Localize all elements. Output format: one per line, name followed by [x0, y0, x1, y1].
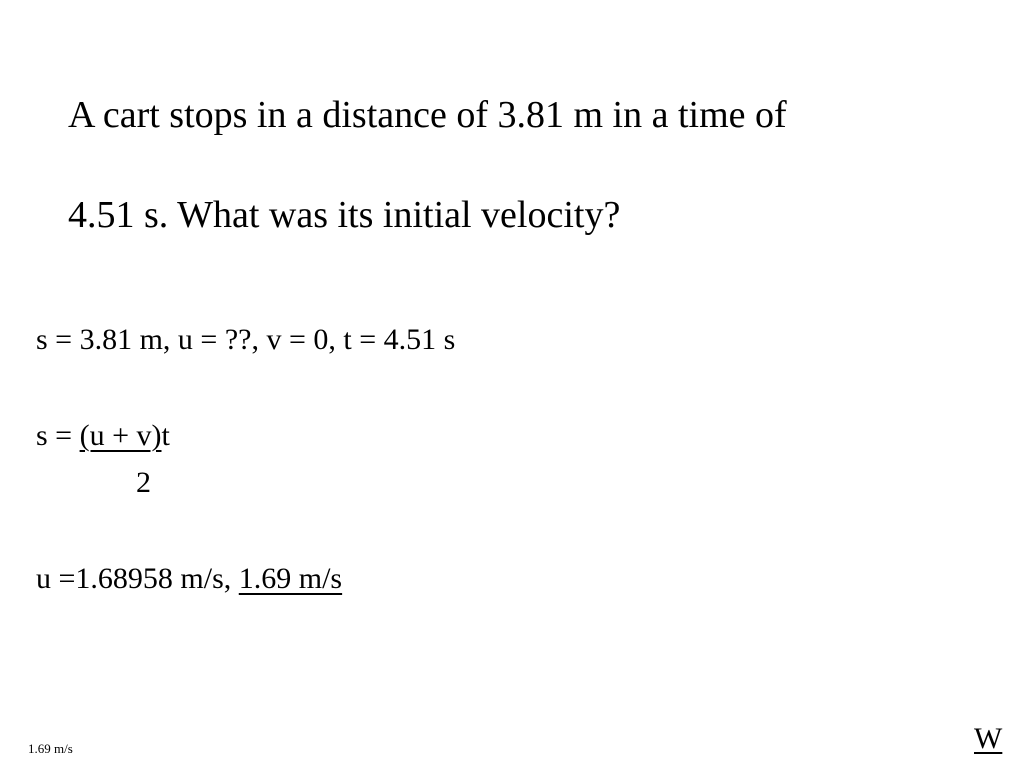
given-values: s = 3.81 m, u = ??, v = 0, t = 4.51 s: [36, 323, 456, 356]
answer: [36, 561, 342, 597]
question-line-2: 4.51 s. What was its initial velocity?: [68, 194, 621, 236]
formula-denominator: 2: [136, 466, 151, 499]
corner-link[interactable]: W: [974, 722, 1003, 755]
answer-prefix: u =1.68958 m/s,: [36, 562, 239, 595]
final-answer: 1.69 m/s: [238, 562, 343, 595]
question-text: [68, 40, 968, 240]
footer-note: 1.69 m/s: [28, 741, 73, 756]
formula-suffix: t: [161, 419, 170, 452]
formula-prefix: s =: [36, 419, 80, 452]
formula-numerator: (u + v): [79, 419, 162, 452]
formula: [36, 418, 170, 454]
question-line-1: A cart stops in a distance of 3.81 m in a time of: [68, 94, 787, 136]
